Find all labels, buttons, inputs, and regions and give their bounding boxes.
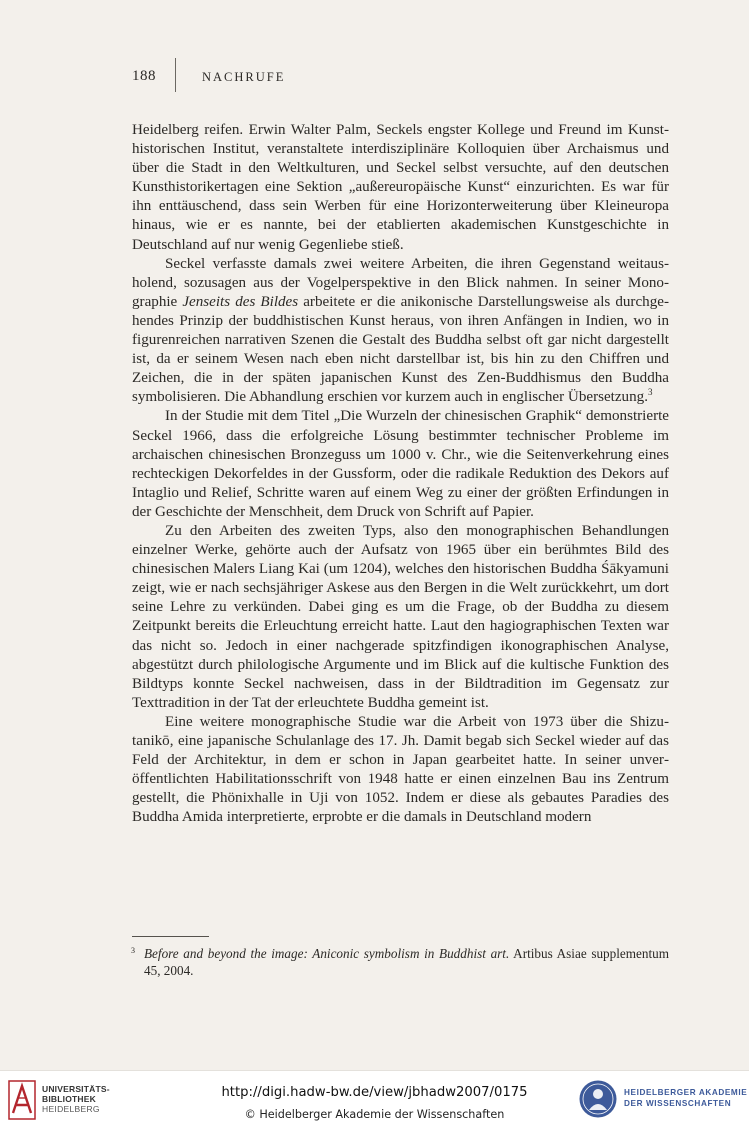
footnote-text: [132, 945, 669, 979]
footnote-mark: 3: [131, 946, 135, 955]
paragraph-1: Heidelberg reifen. Erwin Walter Palm, Seckels engster Kollege und Freund im Kunsthistorischen Institut, veranstaltete interdisziplinäre Kolloquien über Archaismus und über die Stadt in den Weltkulturen, und Seckel selbst versuchte, auf den deutschen Kunsthistorikertagen eine Sektion „außereuropäische Kunst“ einzurichten. Es war für ihn enttäuschend, dass sein Werben für eine Horizonterweiterung über Kleineuropa hinaus, wie er es nannte, bei der etablierten akademischen Kunstgeschichte in Deutschland auf nur wenig Gegenliebe stieß.: [132, 122, 669, 253]
footnote-title-italic: Before and beyond the image: Aniconic symbolism in Buddhist art.: [144, 946, 510, 961]
ub-line-2: BIBLIOTHEK: [42, 1094, 96, 1104]
hadw-line-2: DER WISSENSCHAFTEN: [624, 1098, 732, 1108]
viewer-footer: [0, 1070, 749, 1127]
paragraph-4: Zu den Arbeiten des zweiten Typs, also den monographischen Behandlungen einzelner Werke, gehörte auch der Aufsatz von 1965 über ein berühmtes Bild des chinesischen Malers Liang Kai (um 1204), welches den historischen Buddha Śākyamuni zeigt, wie er nach sechsjähriger Askese aus den Bergen in die Welt zurückkehrt, um dort seine Lehre zu verkünden. Dabei ging es um die Frage, ob der Buddha zu diesem Zeitpunkt bereits die Erleuchtung erreicht hatte. Laut den hagiographischen Texten war das nicht so. Jedoch in einer nachgerade spitzfindigen ikonographischen Analyse, abgestützt durch philologische Argumente und im Blick auf die kultische Funktion des Bildtyps konnte Seckel nachweisen, dass in der Bildtradition im Gegensatz zur Texttradition in der Tat der erleuchtete Buddha gemeint ist.: [132, 522, 669, 711]
footnote: [132, 945, 669, 979]
paragraph-5: Eine weitere monographische Studie war die Arbeit von 1973 über die Shizutanikō, eine japanische Schulanlage des 17. Jh. Damit begab sich Seckel wieder auf das Feld der Architektur, in dem er schon in Japan gearbeitet hatte. In seiner unveröffentlichten Habilitationsschrift von 1948 hatte er einen einzelnen Bau ins Zentrum gestellt, die Phönixhalle in Uji von 1052. Indem er diese als gebautes Paradies des Buddha Amida interpretierte, erprobte er die damals in Deutschland modern: [132, 713, 669, 826]
paragraph-2-lead: Seckel verfasste damals zwei weitere Arbeiten, die ihren Gegenstand weitausholend, sozusagen aus der Vogelperspektive in den Blick nahmen. In seiner Monographie: [132, 255, 669, 310]
header-divider: [175, 58, 176, 92]
paragraph-2-rest: arbeitete er die anikonische Darstellungsweise als durchgehendes Prinzip der buddhistischen Kunst heraus, von ihren Anfängen in Indien, wo in figurenreichen narrativen Szenen die Gestalt des Buddha selbst oft gar nicht dargestellt ist, da er seinem Wesen nach eben nicht darstellbar ist, bis hin zu den Chiffren und Zeichen, die in der späten japanischen Kunst des Zen-Buddhismus den Buddha symbolisieren. Die Abhandlung erschien vor kurzem auch in englischer Übersetzung.: [132, 293, 669, 406]
copyright-notice: © Heidelberger Akademie der Wissenschaften: [244, 1108, 505, 1121]
hadw-line-1: HEIDELBERGER AKADEMIE: [624, 1088, 748, 1097]
paragraph-3: In der Studie mit dem Titel „Die Wurzeln der chinesischen Graphik“ demonstrierte Seckel 1966, dass die erfolgreiche Lösung bestimmter technischer Probleme im archaischen chinesischen Bronzeguss um 1000 v. Chr., wie die Seitenverkehrung eines rechteckigen Dekorfeldes in der Gussform, oder die radikale Reduktion des Dekors auf Intaglio und Relief, Schritte waren auf einem Weg zu einer der größten Erfindungen in der Geschichte der Menschheit, dem Druck von Schrift auf Papier.: [132, 408, 669, 520]
section-title: NACHRUFE: [202, 70, 286, 84]
page-url-text[interactable]: http://digi.hadw-bw.de/view/jbhadw2007/0175: [221, 1085, 528, 1100]
hadw-academy-seal-icon[interactable]: [578, 1079, 618, 1119]
book-title-italic: Jenseits des Bildes: [182, 293, 299, 310]
paragraph-2: [132, 255, 669, 408]
ub-line-3: HEIDELBERG: [42, 1104, 100, 1114]
footnote-ref[interactable]: 3: [647, 387, 653, 398]
hadw-label[interactable]: [624, 1088, 747, 1109]
page-number: 188: [132, 68, 156, 84]
article-body: [132, 121, 669, 827]
ub-line-1: UNIVERSITÄTS-: [42, 1084, 110, 1094]
footnote-rule: [132, 936, 209, 937]
footnote-rest: Artibus Asiae supplementum 45, 2004.: [144, 946, 669, 978]
